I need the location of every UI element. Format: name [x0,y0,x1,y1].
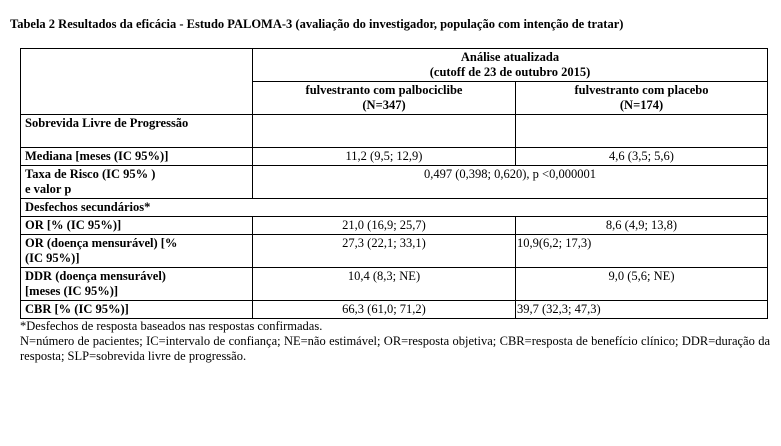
cell-taxa-risco-merged: 0,497 (0,398; 0,620), p <0,000001 [253,166,768,199]
row-label-ddr-line1: DDR (doença mensurável) [25,269,166,283]
cell-or-placebo: 8,6 (4,9; 13,8) [516,217,768,235]
row-label-or-mensuravel-line1: OR (doença mensurável) [% [25,236,178,250]
efficacy-results-table [20,48,768,319]
column-header-palbociclibe-line1: fulvestranto com palbociclibe [305,83,463,97]
cell-or-mensuravel-palbociclibe: 27,3 (22,1; 33,1) [253,235,516,268]
row-label-desfechos-secundarios: Desfechos secundários* [21,199,768,217]
row-label-slp: Sobrevida Livre de Progressão [21,115,253,148]
table-row [21,166,768,199]
column-header-palbociclibe [253,82,516,115]
cell-ddr-palbociclibe: 10,4 (8,3; NE) [253,268,516,301]
header-empty-cell [21,49,253,115]
table-row [21,235,768,268]
table-caption: Tabela 2 Resultados da eficácia - Estudo PALOMA-3 (avaliação do investigador, população com intenção de tratar) [10,17,624,31]
footnote-line2: N=número de pacientes; IC=intervalo de confiança; NE=não estimável; OR=resposta objetiva; CBR=resposta de benefício clínico; DDR=duração da resposta; SLP=sobrevida livre de progressão. [20,334,770,363]
row-label-ddr [21,268,253,301]
footnote-line1: *Desfechos de resposta baseados nas respostas confirmadas. [20,319,323,333]
column-header-placebo-line2: (N=174) [619,98,664,112]
cell-cbr-placebo: 39,7 (32,3; 47,3) [516,301,768,319]
cell-mediana-palbociclibe: 11,2 (9,5; 12,9) [253,148,516,166]
row-label-or-mensuravel-line2: (IC 95%)] [25,251,80,265]
row-label-cbr: CBR [% (IC 95%)] [21,301,253,319]
table-row [21,268,768,301]
table-header-row-group [21,49,768,82]
row-label-or-mensuravel [21,235,253,268]
group-header-line2: (cutoff de 23 de outubro 2015) [429,65,591,79]
column-header-placebo-line1: fulvestranto com placebo [574,83,709,97]
row-label-taxa-risco-line2: e valor p [25,182,72,196]
cell-mediana-placebo: 4,6 (3,5; 5,6) [516,148,768,166]
table-row [21,301,768,319]
cell-ddr-placebo: 9,0 (5,6; NE) [516,268,768,301]
row-label-taxa-risco [21,166,253,199]
cell-slp-placebo [516,115,768,148]
cell-slp-palbociclibe [253,115,516,148]
row-label-mediana: Mediana [meses (IC 95%)] [21,148,253,166]
group-header [253,49,768,82]
table-row [21,115,768,148]
row-label-or: OR [% (IC 95%)] [21,217,253,235]
row-label-ddr-line2: [meses (IC 95%)] [25,284,119,298]
cell-or-mensuravel-placebo: 10,9(6,2; 17,3) [516,235,768,268]
column-header-placebo [516,82,768,115]
table-row [21,148,768,166]
cell-cbr-palbociclibe: 66,3 (61,0; 71,2) [253,301,516,319]
cell-or-palbociclibe: 21,0 (16,9; 25,7) [253,217,516,235]
group-header-line1: Análise atualizada [460,50,560,64]
column-header-palbociclibe-line2: (N=347) [362,98,406,112]
table-row [21,199,768,217]
table-footnotes [20,319,770,364]
row-label-taxa-risco-line1: Taxa de Risco (IC 95% ) [25,167,156,181]
table-row [21,217,768,235]
